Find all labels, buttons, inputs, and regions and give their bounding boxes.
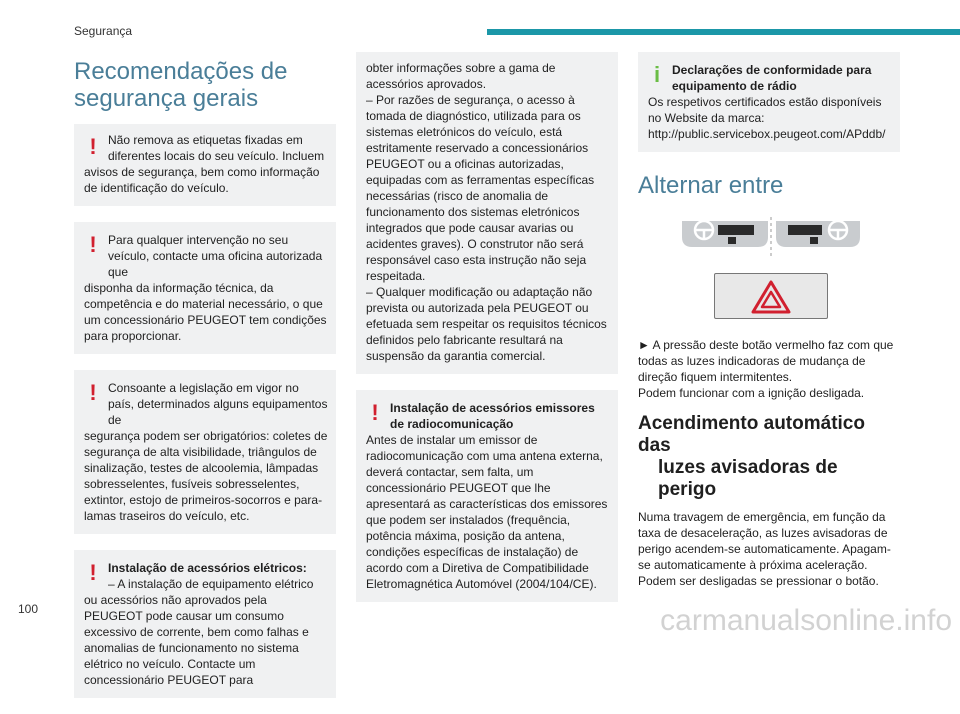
warning-heading: Instalação de acessórios elétricos:	[108, 561, 307, 575]
page-title: Recomendações de segurança gerais	[74, 58, 288, 112]
watermark: carmanualsonline.info	[660, 604, 952, 637]
diagnostic-text: – Por razões de segurança, o acesso à tomada de diagnóstico, utilizada para os sistemas eletrónicos do veículo, está estritamente reservado a concessionários PEUGEOT ou a oficinas autorizadas, equipadas com as ferramentas específicas necessárias (risco de anomalia de funcionamento dos sistemas eletrónicos integrados que pode causar avarias ou acidentes graves). O construtor não será responsável caso esta instrução não seja respeitada.	[366, 93, 595, 283]
warning-text: disponha da informação técnica, da competência e do material necessário, o que um concessionário PEUGEOT tem condições para proporcionar.	[84, 281, 327, 343]
warning-heading: Instalação de acessórios emissores de radiocomunicação	[390, 401, 595, 431]
section-title-hazard: Alternar entre	[638, 172, 784, 199]
page-number: 100	[18, 602, 39, 616]
auto-hazard-text-2: Podem ser desligadas se pressionar o botão.	[638, 574, 879, 588]
subsection-title-line2: luzes avisadoras de perigo	[658, 457, 838, 500]
column-1	[74, 58, 336, 714]
info-icon: i	[653, 62, 661, 87]
warning-icon: !	[89, 134, 97, 159]
subsection-title	[638, 413, 900, 501]
continued-box	[356, 52, 618, 374]
hazard-instruction: ► A pressão deste botão vermelho faz com que todas as luzes indicadoras de mudança de direção fiquem intermitentes.	[638, 338, 894, 384]
warning-box-intervention	[74, 222, 336, 354]
warning-icon: !	[89, 380, 97, 405]
section-label: Segurança	[74, 24, 133, 38]
warning-text: ou acessórios não aprovados pela PEUGEOT pode causar um consumo excessivo de corrente, bem como falhas e anomalias de funcionamento no sistema elétrico no veículo. Contacte um concessionário PEUGEOT para	[84, 593, 309, 687]
warning-box-labels	[74, 124, 336, 206]
warning-lead: Não remova as etiquetas fixadas em diferentes locais do seu veículo. Incluem	[108, 133, 325, 163]
info-box-conformity	[638, 52, 900, 152]
warning-text: avisos de segurança, bem como informação de identificação do veículo.	[84, 165, 320, 195]
continued-text: obter informações sobre a gama de acessórios aprovados.	[366, 61, 556, 91]
warning-lead: Consoante a legislação em vigor no país, determinados alguns equipamentos de	[108, 381, 328, 427]
warning-lead: – A instalação de equipamento elétrico	[108, 577, 314, 591]
warning-box-radio	[356, 390, 618, 602]
warning-text: segurança podem ser obrigatórios: coletes de segurança de alta visibilidade, triângulos de sinalização, testes de alcoolemia, lâmpadas sobresselentes, fusíveis sobresselentes, extintor, estojo de primeiros-socorros e para-lamas traseiros do veículo, etc.	[84, 429, 328, 523]
hazard-button[interactable]	[714, 273, 828, 319]
subsection-title-line1: Acendimento automático das	[638, 413, 865, 456]
info-heading: Declarações de conformidade para equipamento de rádio	[672, 63, 872, 93]
warning-icon: !	[89, 232, 97, 257]
header-bar	[487, 29, 960, 35]
auto-hazard-text: Numa travagem de emergência, em função da taxa de desaceleração, as luzes avisadoras de perigo acendem-se automaticamente. Apagam-se automaticamente à próxima aceleração.	[638, 510, 891, 572]
info-text: Os respetivos certificados estão disponíveis no Website da marca: http://public.servicebox.peugeot.com/APddb/	[648, 95, 886, 141]
warning-box-electrical	[74, 550, 336, 698]
warning-text: Antes de instalar um emissor de radiocomunicação com uma antena externa, deverá contactar, sem falta, um concessionário PEUGEOT que lhe apresentará as características dos emissores que podem ser instalados (frequência, potência máxima, posição da antena, condições específicas de instalação) de acordo com a Diretiva de Compatibilidade Eletromagnética Automóvel (2004/104/CE).	[366, 433, 608, 591]
hazard-instruction-2: Podem funcionar com a ignição desligada.	[638, 386, 865, 400]
modification-text: – Qualquer modificação ou adaptação não prevista ou autorizada pela PEUGEOT ou efetuada sem respeitar os requisitos técnicos definidos pelo fabricante resultará na suspensão da garantia comercial.	[366, 285, 607, 363]
warning-box-legislation	[74, 370, 336, 534]
column-2	[356, 52, 618, 618]
column-3	[638, 52, 900, 589]
hazard-triangle-icon	[715, 274, 827, 318]
warning-icon: !	[371, 400, 379, 425]
warning-lead: Para qualquer intervenção no seu veículo, contacte uma oficina autorizada que	[108, 233, 323, 279]
warning-icon: !	[89, 560, 97, 585]
